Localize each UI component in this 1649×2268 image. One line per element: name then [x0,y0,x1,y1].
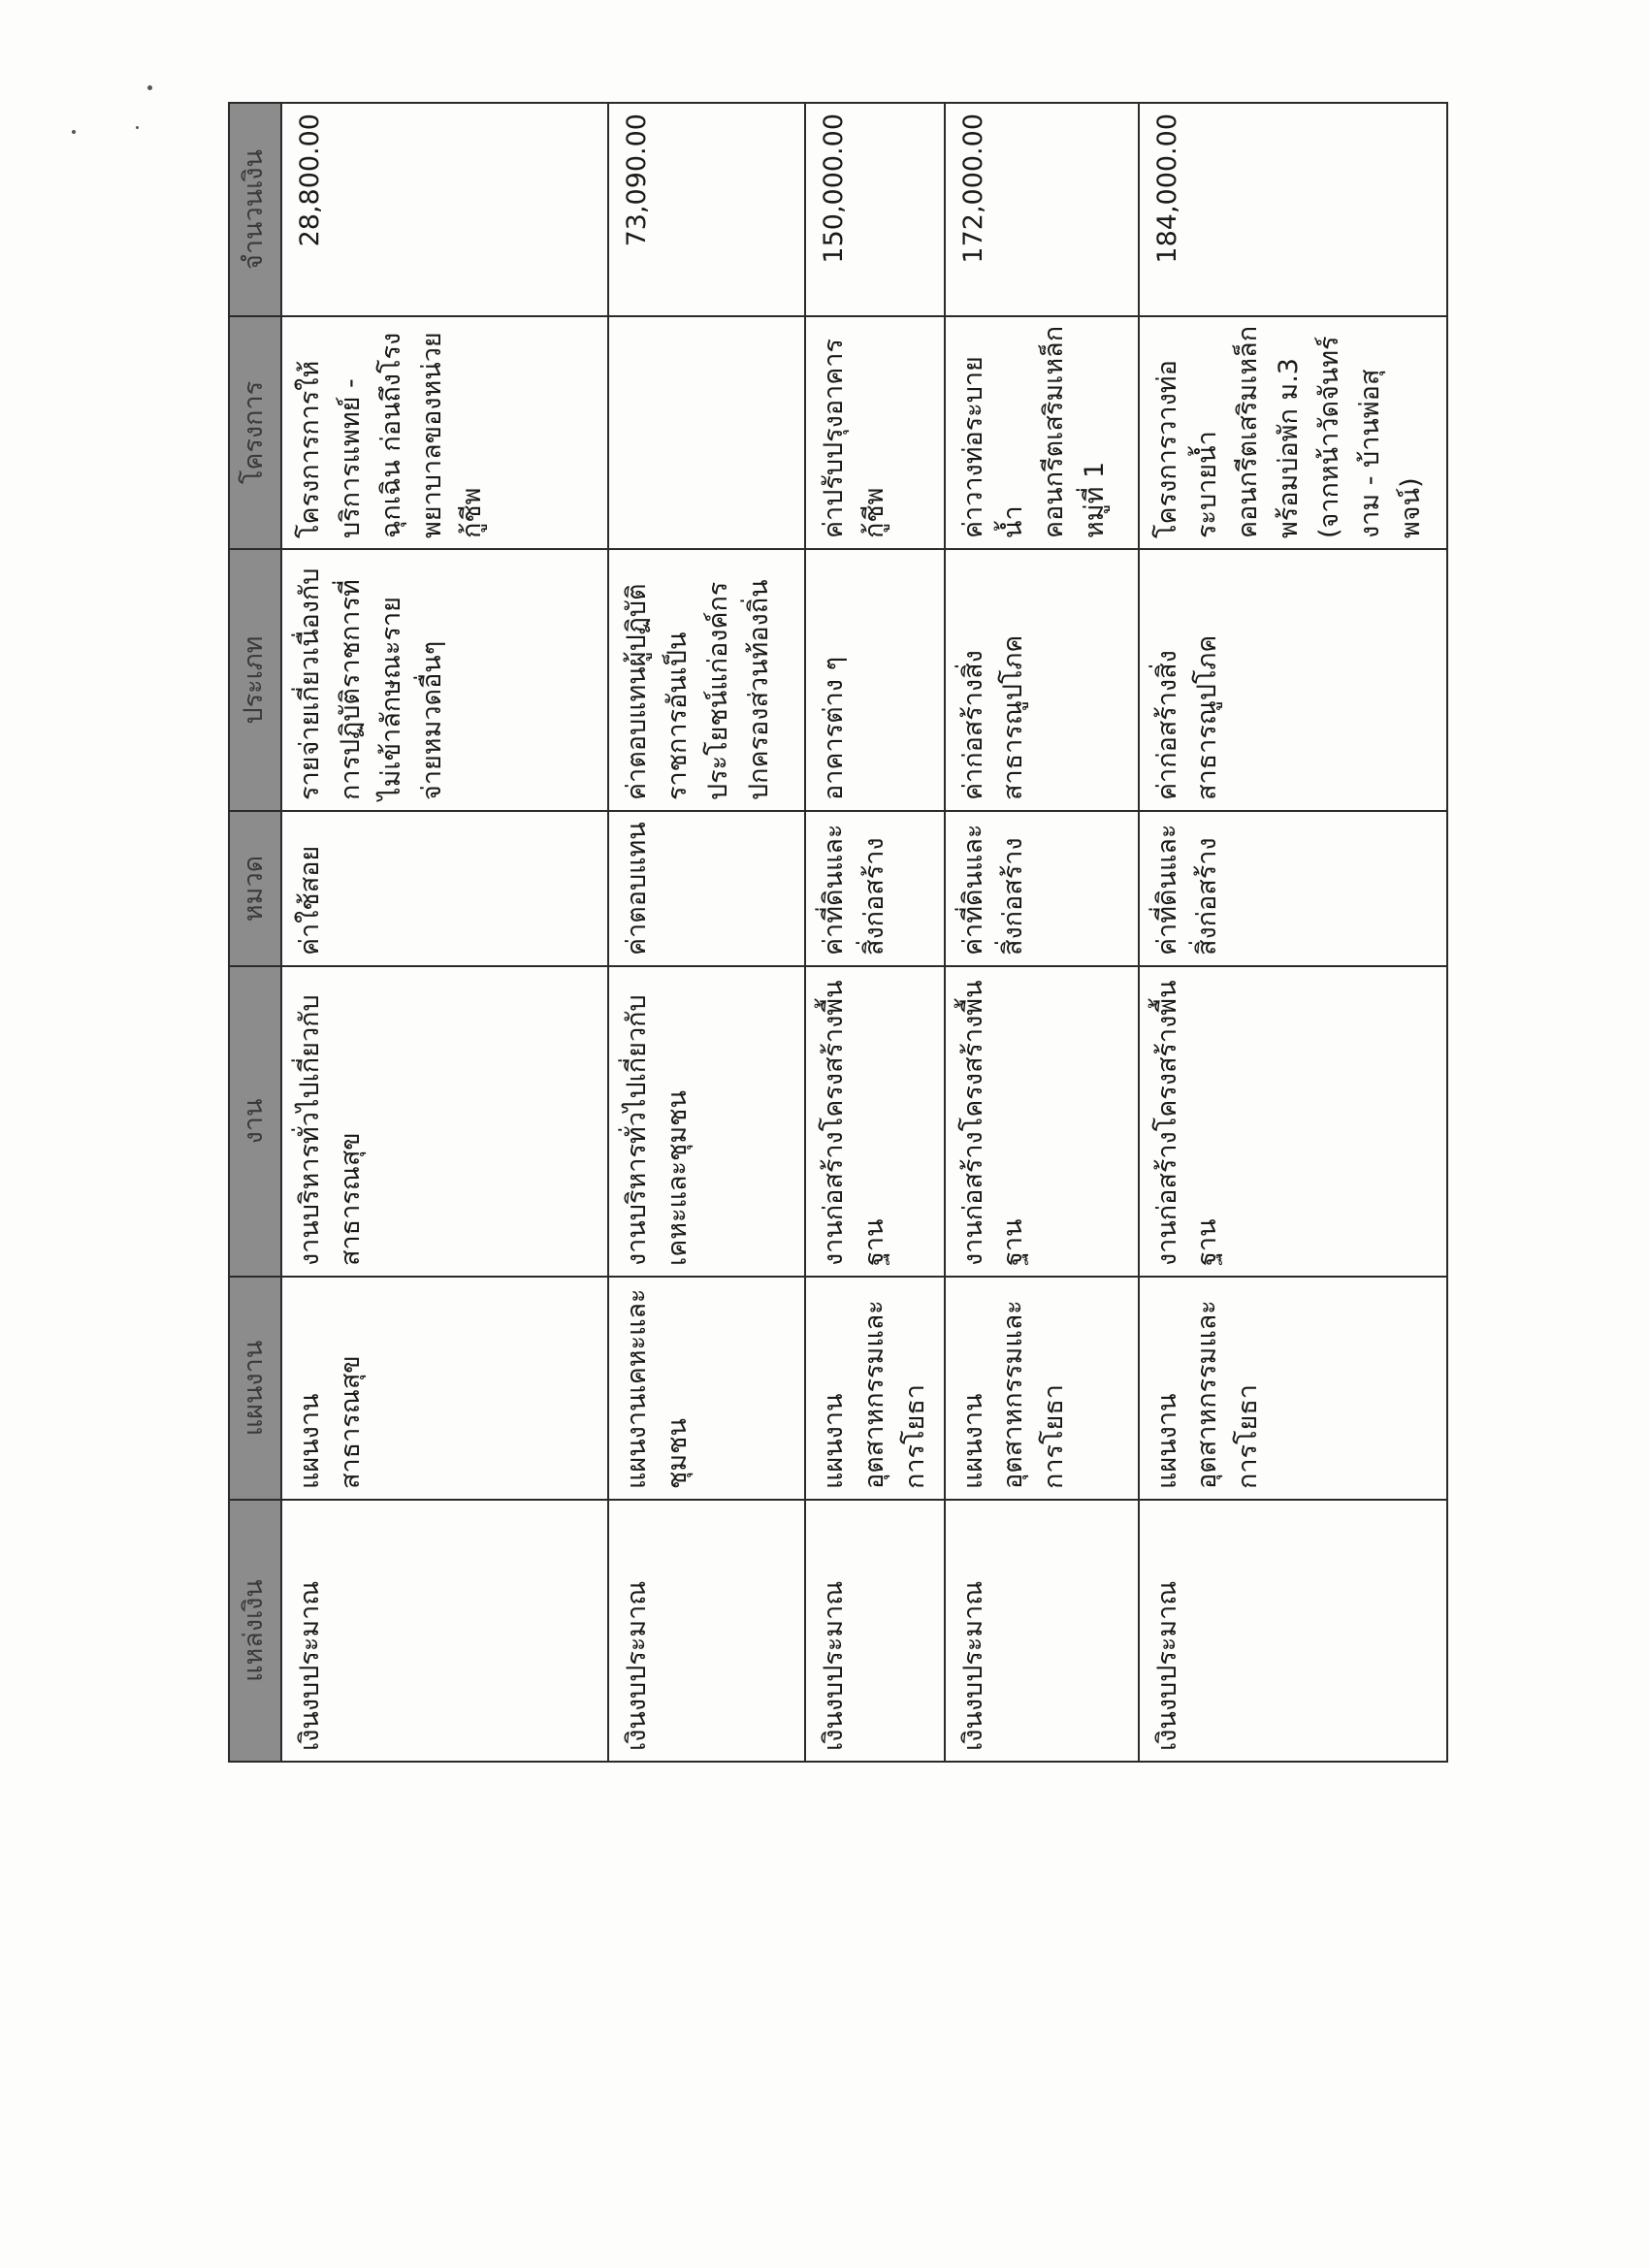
cell-category: ค่าที่ดินและสิ่งก่อสร้าง [805,811,945,966]
cell-amount: 184,000.00 [1139,103,1447,316]
cell-work: งานก่อสร้างโครงสร้างพื้นฐาน [945,966,1139,1277]
cell-category: ค่าที่ดินและสิ่งก่อสร้าง [945,811,1139,966]
scan-speck [147,85,152,90]
cell-work: งานก่อสร้างโครงสร้างพื้นฐาน [805,966,945,1277]
cell-category: ค่าที่ดินและสิ่งก่อสร้าง [1139,811,1447,966]
cell-project: ค่าวางท่อระบายน้ำคอนกรีตเสริมเหล็กหมู่ที่ 1 [945,316,1139,549]
table-row [805,103,945,1762]
cell-type: อาคารต่าง ๆ [805,549,945,811]
header-amount: จำนวนเงิน [229,103,281,316]
cell-source: เงินงบประมาณ [608,1500,805,1762]
cell-work: งานก่อสร้างโครงสร้างพื้นฐาน [1139,966,1447,1277]
cell-amount: 150,000.00 [805,103,945,316]
cell-type: ค่าก่อสร้างสิ่งสาธารณูปโภค [945,549,1139,811]
cell-source: เงินงบประมาณ [1139,1500,1447,1762]
header-project: โครงการ [229,316,281,549]
cell-work: งานบริหารทั่วไปเกี่ยวกับสาธารณสุข [281,966,608,1277]
cell-plan: แผนงานเคหะและชุมชน [608,1277,805,1500]
table-row [608,103,805,1762]
cell-project: ค่าปรับปรุงอาคารกู้ชีพ [805,316,945,549]
header-row [229,103,281,1762]
header-category: หมวด [229,811,281,966]
table-row [1139,103,1447,1762]
scan-speck [72,130,76,134]
cell-source: เงินงบประมาณ [281,1500,608,1762]
budget-table-rotated [228,104,1426,1763]
cell-project: โครงการการให้บริการแพทย์ - ฉุกเฉิน ก่อนถึงโรงพยาบาลของหน่วยกู้ชีพ [281,316,608,549]
cell-amount: 28,800.00 [281,103,608,316]
cell-type: ค่าตอบแทนผู้ปฏิบัติราชการอันเป็นประโยชน์แก่องค์กรปกครองส่วนท้องถิ่น [608,549,805,811]
cell-project: โครงการวางท่อระบายน้ำคอนกรีตเสริมเหล็กพร้อมบ่อพัก ม.3 (จากหน้าวัดจันทร์งาม - บ้านพ่อสุพจน์) [1139,316,1447,549]
header-source: แหล่งเงิน [229,1500,281,1762]
cell-type: ค่าก่อสร้างสิ่งสาธารณูปโภค [1139,549,1447,811]
cell-amount: 172,000.00 [945,103,1139,316]
scan-speck [136,126,139,129]
cell-source: เงินงบประมาณ [805,1500,945,1762]
cell-source: เงินงบประมาณ [945,1500,1139,1762]
header-type: ประเภท [229,549,281,811]
cell-type: รายจ่ายเกี่ยวเนื่องกับการปฏิบัติราชการที่ไม่เข้าลักษณะรายจ่ายหมวดอื่นๆ [281,549,608,811]
budget-table [228,102,1448,1763]
cell-plan: แผนงานอุตสาหกรรมและการโยธา [945,1277,1139,1500]
header-plan: แผนงาน [229,1277,281,1500]
cell-project [608,316,805,549]
cell-plan: แผนงานสาธารณสุข [281,1277,608,1500]
cell-plan: แผนงานอุตสาหกรรมและการโยธา [1139,1277,1447,1500]
cell-amount: 73,090.00 [608,103,805,316]
cell-category: ค่าตอบแทน [608,811,805,966]
table-row [281,103,608,1762]
table-row [945,103,1139,1762]
cell-plan: แผนงานอุตสาหกรรมและการโยธา [805,1277,945,1500]
header-work: งาน [229,966,281,1277]
cell-category: ค่าใช้สอย [281,811,608,966]
cell-work: งานบริหารทั่วไปเกี่ยวกับเคหะและชุมชน [608,966,805,1277]
